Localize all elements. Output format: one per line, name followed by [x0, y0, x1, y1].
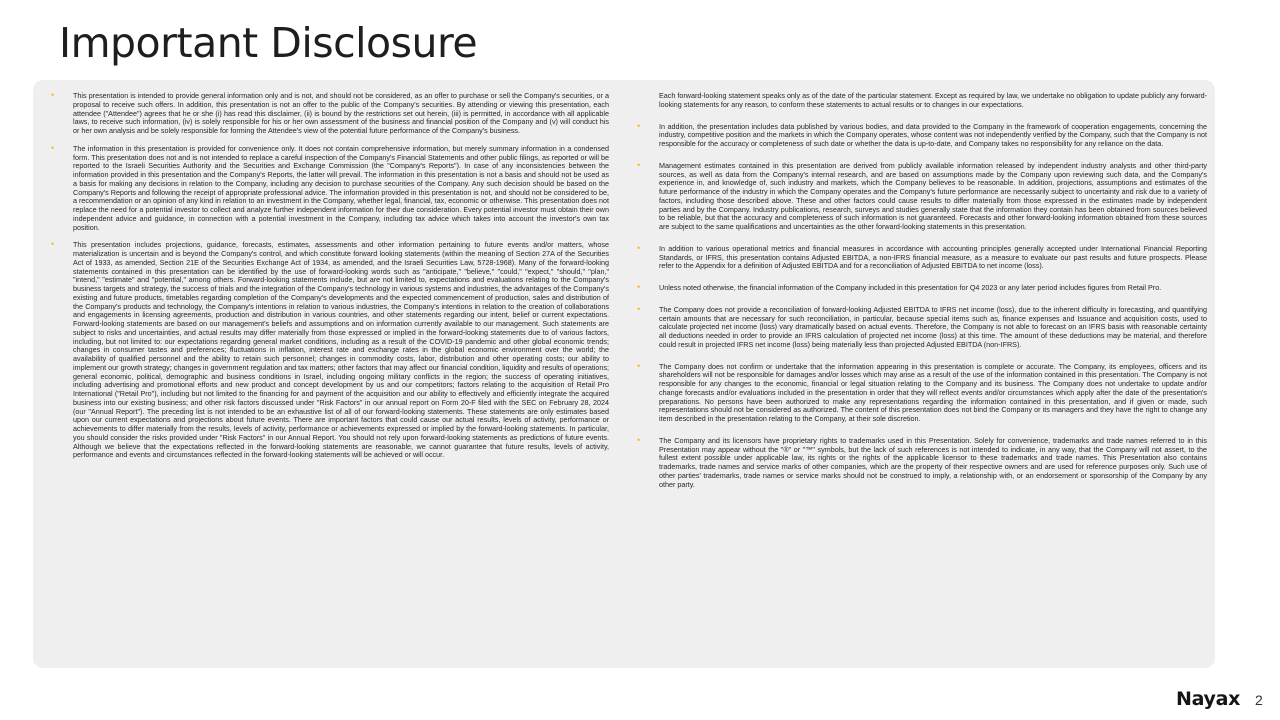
right-column	[637, 92, 1207, 662]
paragraph-text: This presentation is intended to provide general information only and is not, and should not be considered, as an offer to purchase or sell the Company's securities, or a proposal to receive such offers. In addition, this presentation is not an offer to the public of the Company's securities. By attending or viewing this presentation, each attendee ("Attendee") agrees that he or she (i) has read this disclaimer, (ii) is bound by the restrictions set out herein, (iii) is permitted, in accordance with all applicable laws, to receive such information, (iv) is solely responsible for his or her own assessment of the business and financial position of the Company and (v) will conduct his or her own analysis and be solely responsible for forming the Attendee's view of the potential future performance of the Company's business.	[73, 92, 609, 135]
page-title: Important Disclosure	[59, 19, 478, 67]
paragraph-text: This presentation includes projections, guidance, forecasts, estimates, assessments and other information pertaining to future events and/or matters, whose materialization is uncertain and is beyond the Company's control, and which constitute forward looking statements (within the meaning of Section 27A of the Securities Act of 1933, as amended, Section 21E of the Securities Exchange Act of 1934, as amended, and the Israeli Securities Law, 5728-1968). Many of the forward-looking statements contained in this presentation can be identified by the use of forward-looking words such as "anticipate," "believe," "could," "expect," "should," "plan," "intend," "estimate" and "potential," among others. Forward-looking statements include, but are not limited to, expectations and evaluations relating to the Company's business targets and strategy, the success of trials and the integration of the Company's technology in various systems and industries, the advantages of the Company's existing and future products, timetables regarding completion of the Company's developments and the expected commencement of production, sales and distribution of the Company's products and technology, the Company's intentions in relation to various industries, the Company's intentions in relation to the creation of collaborations and engagements in licensing agreements, production and distribution in various countries, and other statements regarding our intent, belief or current expectations. Forward-looking statements are based on our management's beliefs and assumptions and on information currently available to our management. Such statements are subject to risks and uncertainties, and actual results may differ materially from those expressed or implied in the forward-looking statements due to of various factors, including, but not limited to: our expectations regarding general market conditions, including as a result of the COVID-19 pandemic and other global economic trends; changes in consumer tastes and preferences; fluctuations in inflation, interest rate and exchange rates in the global economic environment over the world; the availability of qualified personnel and the ability to retain such personnel; changes in commodity costs, labor, distribution and other operating costs; our ability to implement our growth strategy; changes in government regulation and tax matters; other factors that may affect our financial condition, liquidity and results of operations; general economic, political, demographic and business conditions in Israel, including ongoing military conflicts in the region; the success of operating initiatives, including advertising and promotional efforts and new product and concept development by us and our competitors; factors relating to the acquisition of Retail Pro International ("Retail Pro"), including but not limited to the financing for and payment of the acquisition and our ability to effectively and efficiently integrate the acquired business into our existing business; and other risk factors discussed under "Risk Factors" in our annual report on Form 20-F filed with the SEC on February 28, 2024 (our "Annual Report"). The preceding list is not intended to be an exhaustive list of all of our forward-looking statements. These statements are only estimates based upon our current expectations and projections about future events. There are important factors that could cause our actual results, levels of activity, performance or achievements to differ materially from the results, levels of activity, performance or achievements expressed or implied by the forward-looking statements. In particular, you should consider the risks provided under "Risk Factors" in our Annual Report. You should not rely upon forward-looking statements as predictions of future events. Although we believe that the expectations reflected in the forward-looking statements are reasonable, we cannot guarantee that future results, levels of activity, performance and events and circumstances reflected in the forward-looking statements will be achieved or will occur.	[73, 240, 609, 460]
disclosure-paragraph	[637, 303, 1207, 350]
bullet-icon: •	[51, 142, 55, 153]
bullet-icon: •	[51, 239, 55, 250]
paragraph-text: The Company and its licensors have proprietary rights to trademarks used in this Presentation. Solely for convenience, trademarks and trade names referred to in this Presentation may appear without the "®" or "™" symbols, but the lack of such references is not intended to indicate, in any way, that the Company will not assert, to the fullest extent possible under applicable law, its rights or the rights of the applicable licensor to these trademarks and trade names. This Presentation also contains trademarks, trade names and service marks of other companies, which are the property of their respective owners and are used for reference purposes only. Such use of other parties' trademarks, trade names or service marks should not be construed to imply, a relationship with, or an endorsement or sponsorship of the Company by any other party.	[659, 435, 1207, 489]
page-number: 2	[1255, 692, 1263, 708]
disclosure-panel	[33, 80, 1215, 668]
disclosure-paragraph	[637, 434, 1207, 490]
paragraph-text: Unless noted otherwise, the financial information of the Company included in this presentation for Q4 2023 or any later period includes figures from Retail Pro.	[659, 283, 1162, 292]
bullet-icon: •	[637, 159, 641, 170]
paragraph-text: Management estimates contained in this presentation are derived from publicly available information released by independent industry analysts and other third-party sources, as well as data from the Company's internal research, and are based on assumptions made by the Company upon reviewing such data, and the Company's experience in, and knowledge of, such industry and markets, which the Company believes to be reasonable. In addition, projections, assumptions and estimates of the future performance of the industry in which the Company operates and the Company's future performance are necessarily subject to uncertainty and risk due to a variety of factors, including those described above. These and other factors could cause results to differ materially from those expressed in the estimates made by independent parties and by the Company. Industry publications, research, surveys and studies generally state that the information they contain has been obtained from sources believed to be reliable, but that the accuracy and completeness of such information is not guaranteed. Forecasts and other forward-looking information obtained from these sources are subject to the same qualifications and uncertainties as the other forward-looking statements in this presentation.	[659, 160, 1207, 231]
bullet-icon: •	[51, 92, 55, 100]
disclosure-paragraph	[637, 284, 1207, 293]
bullet-icon: •	[637, 120, 641, 131]
disclosure-paragraph	[51, 142, 609, 233]
disclosure-paragraph	[637, 92, 1207, 110]
bullet-icon: •	[637, 360, 641, 371]
disclosure-paragraph	[637, 159, 1207, 232]
bullet-icon: •	[637, 303, 641, 314]
bullet-icon: •	[637, 434, 641, 445]
bullet-icon: •	[637, 242, 641, 253]
disclosure-paragraph	[637, 242, 1207, 271]
bullet-icon: •	[637, 282, 641, 292]
paragraph-text: The Company does not confirm or undertake that the information appearing in this presentation is complete or accurate. The Company, its employees, officers and its shareholders will not be responsible for damages and/or losses which may arise as a result of the use of the information contained in this presentation. The Company is not responsible for any changes to the economic, financial or legal situation relating to the Company and its business. The Company does not undertake to update and/or change forecasts and/or evaluations included in the presentation in order that they will reflect events and/or circumstances which apply after the date of the presentation's preparations. No persons have been authorized to make any representations regarding the information contained in this presentation, and if given or made, such representations should not be considered as authorized. The content of this presentation does not bind the Company or its managers and they have the right to change any item described in the presentation relating to the Company, at their sole discretion.	[659, 361, 1207, 423]
disclosure-paragraph	[51, 92, 609, 136]
paragraph-text: Each forward-looking statement speaks only as of the date of the particular statement. Except as required by law, we undertake no obligation to update publicly any forward-looking statements for any reason, to conform these statements to actual results or to changes in our expectations.	[659, 92, 1207, 109]
company-logo: Nayax	[1176, 688, 1241, 710]
paragraph-text: The information in this presentation is provided for convenience only. It does not contain comprehensive information, but merely summary information in a condensed form. This presentation does not and is not intended to replace a careful inspection of the Company's Financial Statements and other public filings, as reported or will be reported to the Israeli Securities Authority and the Securities and Exchange Commission (the "Company's Reports"). In case of any inconsistencies between the information provided in this presentation and the Company's Reports, the latter will prevail. The information in this presentation is not a basis and should not be used as a basis for making any decisions in relation to the Company, including any decision to purchase securities of the Company. Any such decision should be based on the Company's Reports and following the receipt of appropriate professional advice. The information provided in this presentation is not, and should not be considered to be, a recommendation or an opinion of any kind in relation to an investment in the Company, whether legal, financial, tax, economic or otherwise. This presentation does not replace the need for a potential investor to collect and analyze further independent information for their due consideration. Every potential investor must obtain their own independent advice and guidance, in connection with a potential investment in the Company, including tax advice which takes into account the investor's own tax position.	[73, 143, 609, 232]
paragraph-text: The Company does not provide a reconciliation of forward-looking Adjusted EBITDA to IFRS net income (loss), due to the inherent difficulty in forecasting, and quantifying certain amounts that are necessary for such reconciliation, in particular, because special items such as, finance expenses and Issuance and acquisition costs, used to calculate projected net income (loss) vary dramatically based on actual events. Therefore, the Company is not able to forecast on an IFRS basis with reasonable certainty all deductions needed in order to provide an IFRS calculation of projected net income (loss) at this time. The amount of these deductions may be material, and therefore could result in projected IFRS net income (loss) being materially less than projected Adjusted EBITDA (non-IFRS).	[659, 304, 1207, 349]
disclosure-paragraph	[637, 120, 1207, 149]
disclosure-paragraph	[637, 360, 1207, 424]
left-column	[51, 92, 609, 662]
disclosure-paragraph	[51, 241, 609, 460]
paragraph-text: In addition to various operational metrics and financial measures in accordance with accounting principles generally accepted under International Financial Reporting Standards, or IFRS, this presentation contains Adjusted EBITDA, a non-IFRS financial measure, as a measure to evaluate our past results and future prospects. Please refer to the Appendix for a definition of Adjusted EBITDA and for a reconciliation of Adjusted EBITDA to net income (loss).	[659, 243, 1207, 271]
paragraph-text: In addition, the presentation includes data published by various bodies, and data provided to the Company in the framework of cooperation engagements, concerning the industry, competitive position and the markets in which the Company operates, whose content was not independently verified by the Company, such that the Company is not responsible for the accuracy or completeness of such date or whether the data is up-to-date, and Company takes no responsibility for any reliance on the data.	[659, 121, 1207, 148]
